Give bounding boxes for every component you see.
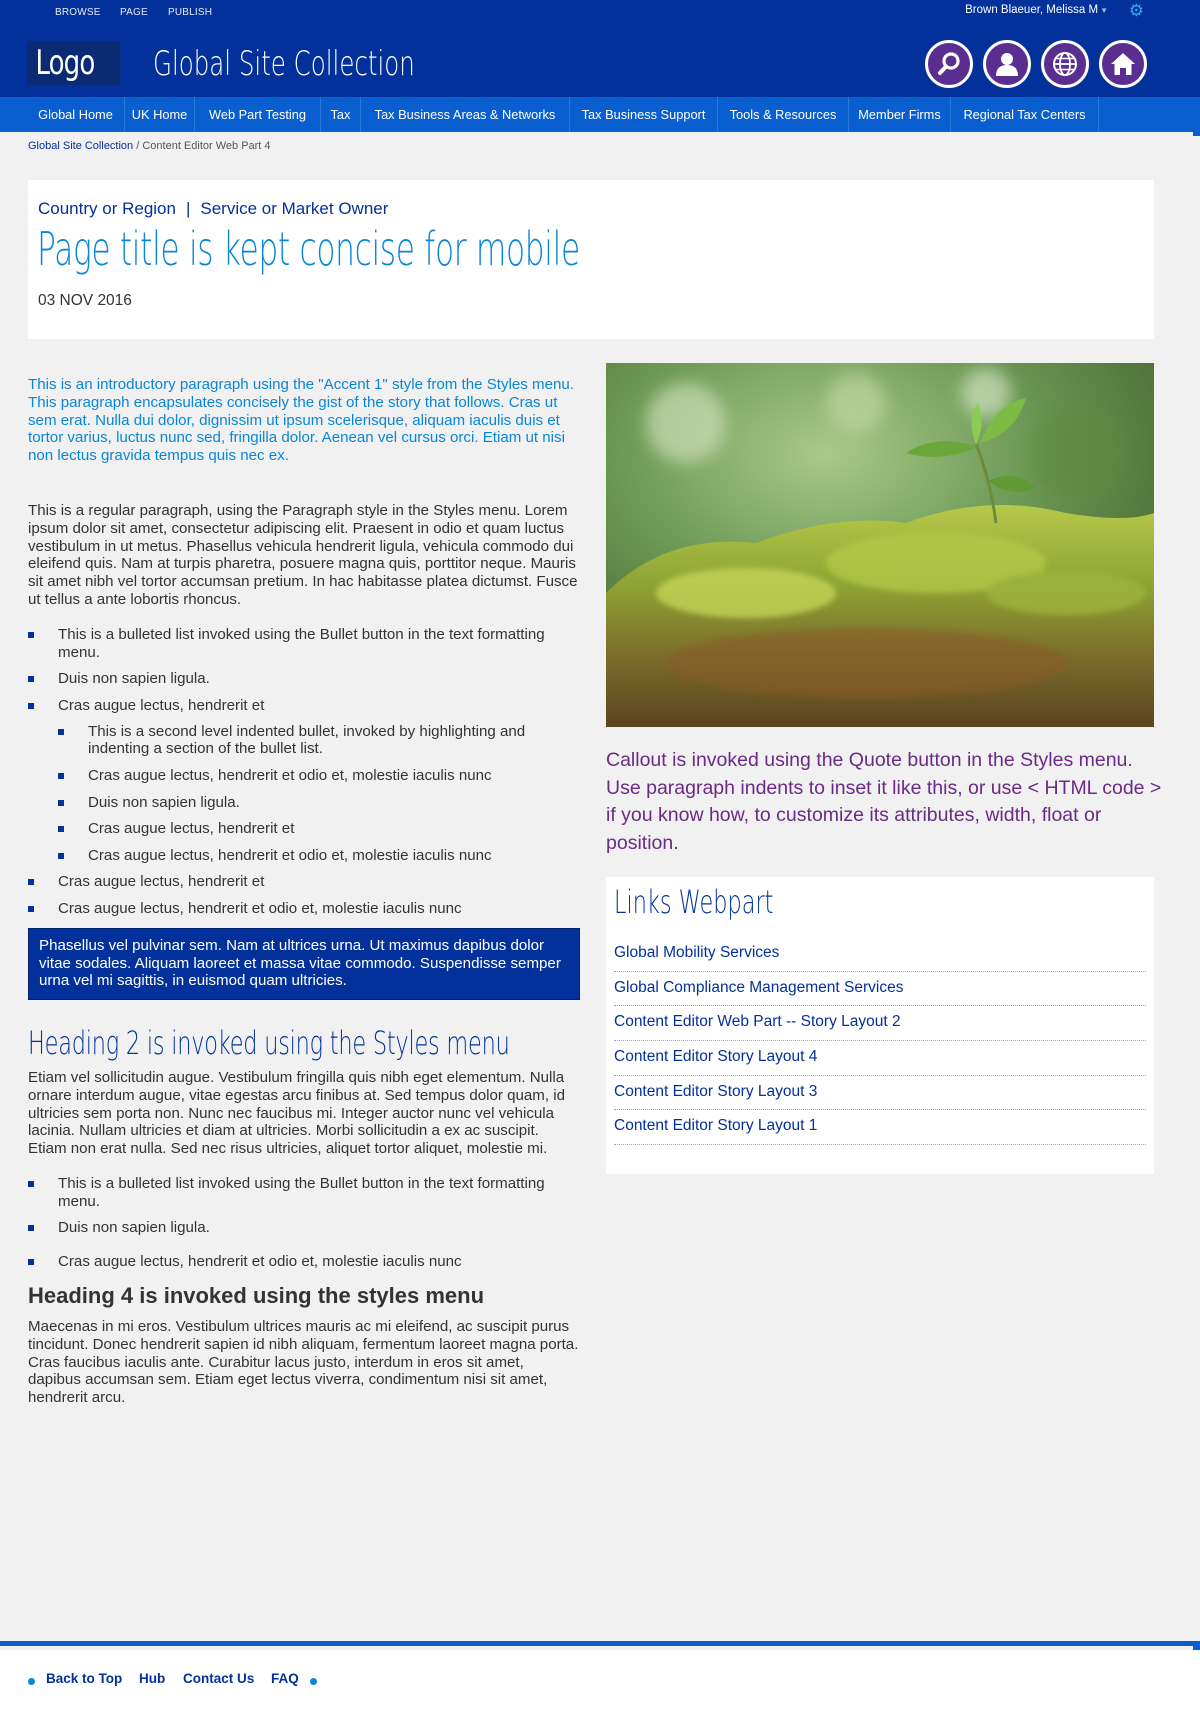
hub-link[interactable]: Hub [139,1671,166,1686]
nav-item-web-part-testing[interactable]: Web Part Testing [195,97,321,132]
bullet-dot-icon [28,1678,35,1685]
footer-divider [0,1641,1200,1646]
nested-list-item: This is a second level indented bullet, invoked by highlighting and indenting a section of the bullet list. [58,723,580,759]
country-link[interactable]: Country or Region [38,199,176,218]
nav-item-tax-business-areas[interactable]: Tax Business Areas & Networks [361,97,570,132]
link-story-layout-3[interactable] [614,1076,1146,1111]
story-image [606,363,1154,727]
back-to-top-link[interactable]: Back to Top [46,1671,123,1686]
nav-item-member-firms[interactable]: Member Firms [849,97,951,132]
list-item: Duis non sapien ligula. [28,1219,580,1237]
breadcrumb [28,140,271,152]
owner-link[interactable]: Service or Market Owner [200,199,389,218]
site-footer [0,1650,1200,1724]
globe-button[interactable] [1041,40,1089,88]
user-menu[interactable] [965,4,1108,16]
list-item: This is a bulleted list invoked using the Bullet button in the text formatting menu. [28,626,580,662]
link-text[interactable]: Content Editor Web Part -- Story Layout 2 [614,1013,901,1031]
ribbon-bar [0,0,1200,26]
meta-separator: | [185,199,191,218]
nav-item-tax-business-support[interactable]: Tax Business Support [570,97,718,132]
nav-item-regional-tax-centers[interactable]: Regional Tax Centers [951,97,1099,132]
list-item: Cras augue lectus, hendrerit et [28,873,580,891]
gear-icon[interactable]: ⚙ [1128,1,1144,20]
home-icon [1109,50,1137,78]
list-item: This is a bulleted list invoked using the Bullet button in the text formatting menu. [28,1175,580,1211]
nested-list-item: Duis non sapien ligula. [58,794,580,812]
list-item: Cras augue lectus, hendrerit et odio et, molestie iaculis nunc [28,900,580,918]
logo[interactable]: Logo [27,41,121,85]
links-list [614,937,1146,1145]
main-content [28,376,580,1407]
link-story-layout-4[interactable] [614,1041,1146,1076]
list-item: Duis non sapien ligula. [28,670,580,688]
callout-quote: Callout is invoked using the Quote button in the Styles menu. Use paragraph indents to inset it like this, or use < HTML code > if you know how, to customize its attributes, width, float or position. [606,749,1162,854]
link-text[interactable]: Global Compliance Management Services [614,978,904,996]
list-item [28,697,580,865]
site-title[interactable]: Global Site Collection [153,44,415,84]
link-text[interactable]: Content Editor Story Layout 3 [614,1082,818,1100]
profile-button[interactable] [983,40,1031,88]
list-item-text: Cras augue lectus, hendrerit et [58,696,265,714]
body-paragraph-2: Etiam vel sollicitudin augue. Vestibulum fringilla quis nibh eget elementum. Nulla ornare interdum augue, vitae egestas arcu finibus at. Sed tempus dolor quam, id ultricies sem porta non. Nunc nec faucibus mi. Integer auctor nunc vel vehicula lacinia. Nullam ultricies et diam at ultricies. Morbi sollicitudin a ex ac suscipit. Etiam non erat nulla. Sed nec risus ultricies, aliquet tortor aliquet, molestie mi. [28,1069,565,1158]
regular-paragraph: This is a regular paragraph, using the Paragraph style in the Styles menu. Lorem ipsum dolor sit amet, consectetur adipiscing elit. Praesent in odio et quam luctus vestibulum in ut metus. Phasellus vehicula hendrerit ligula, vehicula commodo dui eleifend quis. Nam at turpis pharetra, posuere magna quis, porttitor neque. Mauris sit amet nibh vel tortor accumsan pretium. In hac habitasse platea dictumst. Fusce ut tellus a ante lobortis rhoncus. [28,501,578,608]
nav-item-tax[interactable]: Tax [321,97,361,132]
link-text[interactable]: Content Editor Story Layout 4 [614,1048,818,1066]
bullet-dot-icon [310,1678,317,1685]
nav-item-uk-home[interactable]: UK Home [125,97,195,132]
body-paragraph-3: Maecenas in mi eros. Vestibulum ultrices mauris ac mi eleifend, ac suscipit purus tincidunt. Donec hendrerit sapien id nibh aliquam, fermentum laoreet magna porta. Cras faucibus iaculis ante. Curabitur lacus justo, interdum in eros sit amet, dapibus accumsan sem. Etiam eget lectus viverra, condimentum nisi sit amet, hendrerit arcu. [28,1318,579,1407]
search-icon [935,50,963,78]
link-global-mobility-services[interactable] [614,937,1146,972]
link-global-compliance-management[interactable] [614,972,1146,1007]
breadcrumb-current: Content Editor Web Part 4 [142,140,271,152]
nav-item-tools-resources[interactable]: Tools & Resources [718,97,849,132]
faq-link[interactable]: FAQ [271,1671,299,1686]
breadcrumb-root-link[interactable]: Global Site Collection [28,140,134,152]
ribbon-tab-publish[interactable]: PUBLISH [168,7,213,18]
ribbon-tab-browse[interactable]: BROWSE [55,7,101,18]
link-text[interactable]: Content Editor Story Layout 1 [614,1117,818,1135]
intro-paragraph: This is an introductory paragraph using the "Accent 1" style from the Styles menu. This paragraph encapsulates concisely the gist of the story that follows. Cras ut sem erat. Nulla dui dolor, dignissim ut ipsum scelerisque, aliquam iaculis duis et tortor varius, luctus nunc sed, fringilla dolor. Aenean vel cursus orci. Etiam ut nisi non lectus gravida tempus quis nec ex. [28,376,574,465]
person-icon [993,50,1021,78]
heading-4: Heading 4 is invoked using the styles menu [28,1283,485,1309]
home-button[interactable] [1099,40,1147,88]
nested-bullet-list [58,723,580,865]
page-title: Page title is kept concise for mobile [37,222,580,276]
highlight-box: Phasellus vel pulvinar sem. Nam at ultrices urna. Ut maximus dapibus dolor vitae sodales. Aliquam laoreet et massa vitae commodo. Suspendisse semper urna vel mi sagittis, in euismod quam ultricies. [28,928,580,1000]
page-meta [38,199,388,219]
title-card [28,180,1154,339]
site-header [0,26,1200,97]
chevron-down-icon: ▼ [1100,6,1108,15]
breadcrumb-separator: / [133,140,143,152]
page-date: 03 NOV 2016 [38,292,132,309]
nested-list-item: Cras augue lectus, hendrerit et odio et, molestie iaculis nunc [58,767,580,785]
nav-item-global-home[interactable]: Global Home [27,97,125,132]
ribbon-tab-page[interactable]: PAGE [120,7,148,18]
nested-list-item: Cras augue lectus, hendrerit et odio et, molestie iaculis nunc [58,847,580,865]
top-navigation [0,97,1200,132]
link-story-layout-1[interactable] [614,1110,1146,1145]
seedling-moss-photo [606,363,1154,727]
link-text[interactable]: Global Mobility Services [614,944,780,961]
link-story-layout-2[interactable] [614,1006,1146,1041]
nav-accent-stripe [1193,132,1200,136]
links-webpart [606,877,1154,1174]
bullet-list-1 [28,626,580,918]
search-button[interactable] [925,40,973,88]
user-name: Brown Blaeuer, Melissa M [965,4,1099,16]
list-item: Cras augue lectus, hendrerit et odio et, molestie iaculis nunc [28,1253,580,1271]
bullet-list-2 [28,1175,580,1271]
contact-us-link[interactable]: Contact Us [183,1671,255,1686]
heading-2: Heading 2 is invoked using the Styles menu [28,1024,510,1063]
links-webpart-title: Links Webpart [614,883,774,921]
nested-list-item: Cras augue lectus, hendrerit et [58,820,580,838]
globe-icon [1051,50,1079,78]
